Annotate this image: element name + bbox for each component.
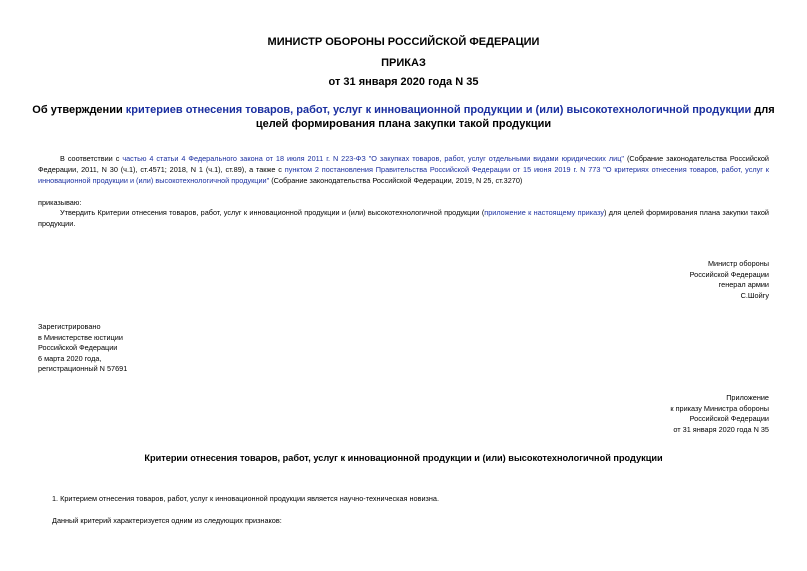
appendix-line-1: Приложение xyxy=(726,393,769,402)
doc-title-prefix: Об утверждении xyxy=(32,104,126,116)
doc-title-suffix: для целей формирования плана закупки такой продукции xyxy=(255,104,775,130)
signature-line-1: Министр обороны xyxy=(707,259,769,268)
registration-line-1: Зарегистрировано xyxy=(38,322,101,331)
criteria-item-1: 1. Критерием отнесения товаров, работ, услуг к инновационной продукции является научно-техническая новизна. xyxy=(52,494,440,503)
order-paragraph xyxy=(38,207,769,229)
appendix-line-4: от 31 января 2020 года N 35 xyxy=(673,424,769,434)
registration-line-3: Российской Федерации xyxy=(38,343,118,352)
registration-line-2: в Министерстве юстиции xyxy=(38,332,123,342)
signature-line-4: С.Шойгу xyxy=(740,290,769,300)
registration-block xyxy=(38,322,258,375)
criteria-item-2: Данный критерий характеризуется одним из следующих признаков: xyxy=(52,516,282,525)
appendix-block xyxy=(569,393,769,435)
appendix-line-2: к приказу Министра обороны xyxy=(670,403,769,413)
appendix-line-3: Российской Федерации xyxy=(689,414,769,423)
signature-line-2: Российской Федерации xyxy=(689,269,769,279)
preamble-paragraph xyxy=(38,153,769,186)
criteria-title: Критерии отнесения товаров, работ, услуг к инновационной продукции и (или) высокотехнологичной продукции xyxy=(144,453,663,463)
order-keyword: приказываю: xyxy=(38,198,82,207)
doc-title-link[interactable]: критериев отнесения товаров, работ, услуг к инновационной продукции и (или) высокотехнологичной продукции xyxy=(125,104,752,116)
preamble-text-2: (Собрание законодательства Российской Федерации, 2011, N 30 (ч.1), ст.4571; 2018, N 1 (ч.1), ст.89), а также с xyxy=(38,154,769,174)
doc-title xyxy=(30,103,777,131)
registration-line-5: регистрационный N 57691 xyxy=(38,364,128,373)
order-text-1: Утвердить Критерии отнесения товаров, работ, услуг к инновационной продукции и (или) высокотехнологичной продукции ( xyxy=(60,208,485,217)
doc-date: от 31 января 2020 года N 35 xyxy=(328,76,479,88)
appendix-link[interactable]: приложение к настоящему приказу xyxy=(484,208,604,217)
government-decree-link[interactable]: пунктом 2 постановления Правительства Российской Федерации от 15 июня 2019 г. N 773 "О критериях отнесения товаров, работ, услуг к инновационной продукции и (или) высокотехнологичной продукции" xyxy=(38,165,769,185)
preamble-text-1: В соответствии с xyxy=(60,154,123,163)
registration-line-4: 6 марта 2020 года, xyxy=(38,353,102,363)
signature-block xyxy=(569,259,769,301)
order-text-2: ) для целей формирования плана закупки такой продукции. xyxy=(38,208,769,228)
signature-line-3: генерал армии xyxy=(718,280,769,289)
preamble-text-3: (Собрание законодательства Российской Федерации, 2019, N 25, ст.3270) xyxy=(269,176,523,185)
federal-law-link[interactable]: частью 4 статьи 4 Федерального закона от 18 июля 2011 г. N 223-ФЗ "О закупках товаров, работ, услуг отдельными видами юридических лиц" xyxy=(122,154,624,163)
doc-authority: МИНИСТР ОБОРОНЫ РОССИЙСКОЙ ФЕДЕРАЦИИ xyxy=(267,36,540,48)
doc-type: ПРИКАЗ xyxy=(381,57,426,69)
